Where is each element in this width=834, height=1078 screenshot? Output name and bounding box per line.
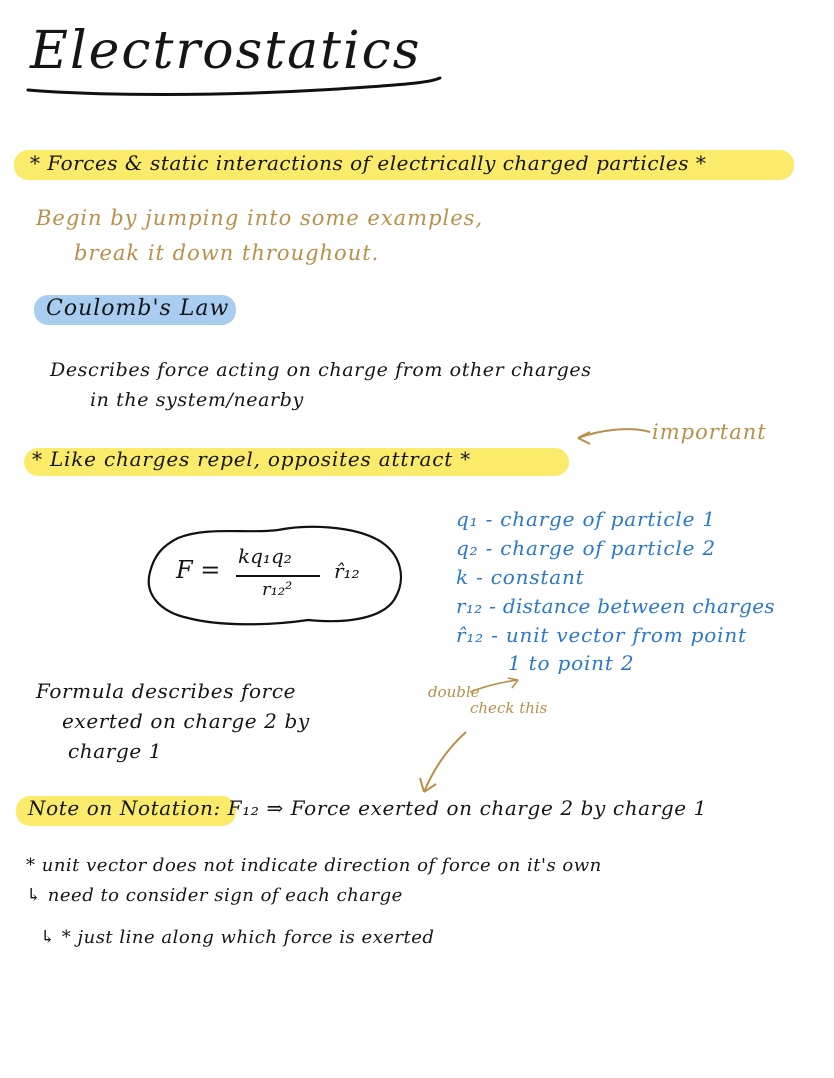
formula-lhs: F = <box>176 556 221 584</box>
notation-note: Note on Notation: F₁₂ ⇒ Force exerted on charge 2 by charge 1 <box>28 796 707 820</box>
formula-fraction-bar <box>236 575 320 577</box>
formula-numerator: kq₁q₂ <box>238 544 292 568</box>
important-label: important <box>652 420 767 444</box>
page-title: Electrostatics <box>30 21 422 81</box>
legend-r12: r₁₂ - distance between charges <box>456 594 775 618</box>
formula-note-line1: Formula describes force <box>36 679 297 703</box>
formula-unit-vector: r̂₁₂ <box>334 559 360 583</box>
formula-note-line2: exerted on charge 2 by <box>62 709 310 733</box>
key-rule-text: * Like charges repel, opposites attract * <box>32 447 472 471</box>
description-line1: Describes force acting on charge from other charges <box>50 359 592 381</box>
double-check-line2: check this <box>470 699 548 717</box>
description-line2: in the system/nearby <box>90 389 304 411</box>
legend-q2: q₂ - charge of particle 2 <box>456 536 716 560</box>
title-underline <box>20 72 450 102</box>
intro-note-line1: Begin by jumping into some examples, <box>36 206 484 230</box>
legend-unit-vector-cont: 1 to point 2 <box>508 651 635 675</box>
legend-q1: q₁ - charge of particle 1 <box>456 507 716 531</box>
unit-vector-note-line2: ↳ need to consider sign of each charge <box>26 885 403 906</box>
intro-highlight-text: * Forces & static interactions of electrically charged particles * <box>30 151 707 175</box>
double-check-small-arrow <box>466 674 526 698</box>
legend-k: k - constant <box>456 565 585 589</box>
important-arrow <box>570 422 660 452</box>
section-heading: Coulomb's Law <box>46 296 230 321</box>
formula-denominator: r₁₂² <box>262 579 293 600</box>
unit-vector-note-line1: * unit vector does not indicate direction of force on it's own <box>26 855 602 876</box>
double-check-line1: double <box>428 683 480 701</box>
unit-vector-note-line3: ↳ * just line along which force is exerted <box>40 927 435 948</box>
formula-note-line3: charge 1 <box>68 739 163 763</box>
double-check-arrow <box>408 726 478 802</box>
intro-note-line2: break it down throughout. <box>74 241 380 265</box>
legend-unit-vector: r̂₁₂ - unit vector from point <box>456 623 747 647</box>
